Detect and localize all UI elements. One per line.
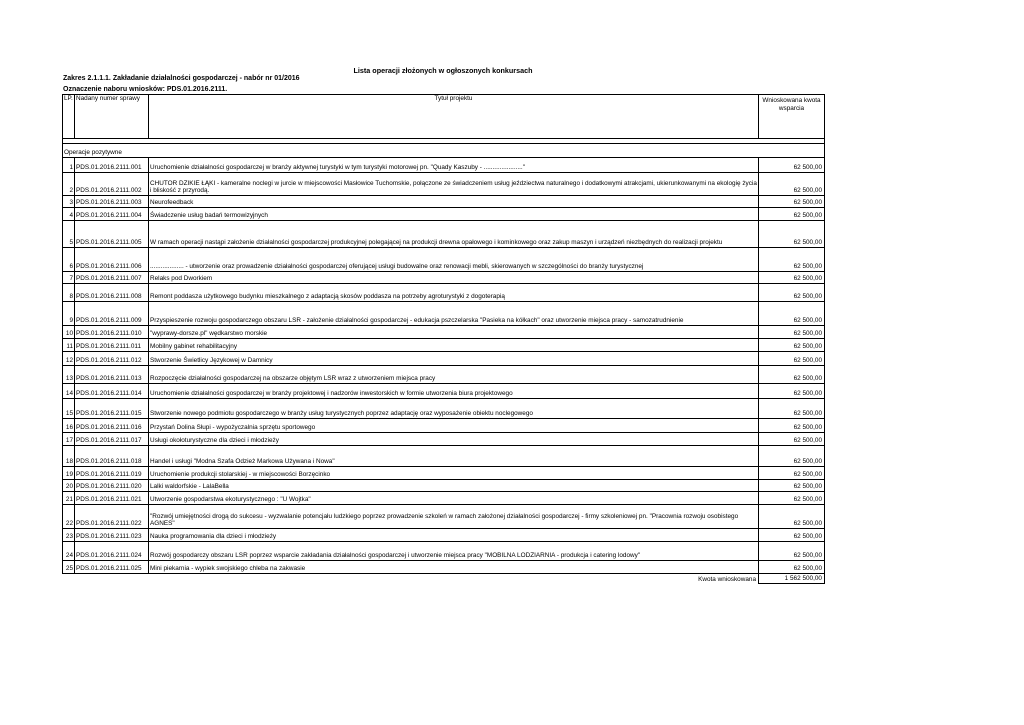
row-title: Świadczenie usług badań termowizyjnych bbox=[149, 208, 759, 221]
row-amount: 62 500,00 bbox=[759, 399, 825, 419]
row-title: Uruchomienie działalności gospodarczej w branży projektowej i nadzorów inwestorskich w formie utworzenia biura projektowego bbox=[149, 384, 759, 399]
row-lp: 1 bbox=[63, 158, 75, 173]
row-title: Lalki waldorfskie - LalaBella bbox=[149, 480, 759, 492]
row-title: Uruchomienie działalności gospodarczej w branży aktywnej turystyki w tym turystyki motorowej pn. "Quady Kaszuby - ......................" bbox=[149, 158, 759, 173]
table-row bbox=[63, 433, 825, 446]
row-lp: 18 bbox=[63, 446, 75, 467]
table-row bbox=[63, 561, 825, 574]
row-number: PDS.01.2016.2111.020 bbox=[75, 480, 149, 492]
table-row bbox=[63, 446, 825, 467]
row-lp: 15 bbox=[63, 399, 75, 419]
table-row bbox=[63, 529, 825, 542]
row-lp: 11 bbox=[63, 339, 75, 352]
row-amount: 62 500,00 bbox=[759, 221, 825, 248]
row-number: PDS.01.2016.2111.006 bbox=[75, 248, 149, 272]
row-amount: 62 500,00 bbox=[759, 492, 825, 505]
row-title: "wyprawy-dorsze.pl" wędkarstwo morskie bbox=[149, 326, 759, 339]
row-title: W ramach operacji nastąpi założenie działalności gospodarczej produkcyjnej polegającej na produkcji drewna opałowego i kominkowego oraz zakup maszyn i urządzeń niezbędnych do realizacji projektu bbox=[149, 221, 759, 248]
total-amount: 1 562 500,00 bbox=[759, 574, 825, 584]
row-title: Remont poddasza użytkowego budynku mieszkalnego z adaptacją skosów poddasza na potrzeby agroturystyki z dogoterapią bbox=[149, 284, 759, 302]
row-title: Przyspieszenie rozwoju gospodarczego obszaru LSR - założenie działalności gospodarczej - edukacja pszczelarska "Pasieka na kółkach" oraz utworzenie miejsca pracy - samozatrudnienie bbox=[149, 302, 759, 326]
row-number: PDS.01.2016.2111.010 bbox=[75, 326, 149, 339]
total-row bbox=[63, 574, 825, 584]
table-row bbox=[63, 173, 825, 196]
page-title: Lista operacji złożonych w ogłoszonych konkursach bbox=[353, 66, 533, 75]
row-number: PDS.01.2016.2111.004 bbox=[75, 208, 149, 221]
header-number: Nadany numer sprawy bbox=[75, 95, 149, 139]
table-row bbox=[63, 480, 825, 492]
row-number: PDS.01.2016.2111.005 bbox=[75, 221, 149, 248]
row-title: Utworzenie gospodarstwa ekoturystycznego : "U Wojtka" bbox=[149, 492, 759, 505]
row-number: PDS.01.2016.2111.007 bbox=[75, 272, 149, 284]
row-number: PDS.01.2016.2111.019 bbox=[75, 467, 149, 480]
row-title: Stworzenie nowego podmiotu gospodarczego w branży usług turystycznych poprzez adaptację oraz wyposażenie obiektu noclegowego bbox=[149, 399, 759, 419]
call-id-label: Oznaczenie naboru wniosków: PDS.01.2016.2111. bbox=[63, 86, 228, 93]
table-row bbox=[63, 284, 825, 302]
row-number: PDS.01.2016.2111.003 bbox=[75, 196, 149, 208]
row-title: Rozwój gospodarczy obszaru LSR poprzez wsparcie zakładania działalności gospodarczej i utworzenie miejsca pracy "MOBILNA LODZIARNIA - produkcja i catering lodowy" bbox=[149, 542, 759, 561]
row-amount: 62 500,00 bbox=[759, 208, 825, 221]
row-lp: 2 bbox=[63, 173, 75, 196]
row-lp: 8 bbox=[63, 284, 75, 302]
table-row bbox=[63, 196, 825, 208]
row-title: Nauka programowania dla dzieci i młodzieży bbox=[149, 529, 759, 542]
row-lp: 10 bbox=[63, 326, 75, 339]
table-row bbox=[63, 399, 825, 419]
header-amount: Wnioskowana kwota wsparcia bbox=[759, 95, 825, 139]
row-lp: 13 bbox=[63, 366, 75, 384]
total-label: Kwota wnioskowana bbox=[149, 574, 759, 584]
row-title: Handel i usługi "Modna Szafa Odzież Markowa Używana i Nowa" bbox=[149, 446, 759, 467]
row-lp: 21 bbox=[63, 492, 75, 505]
row-title: CHUTOR DZIKIE ŁĄKI - kameralne noclegi w jurcie w miejscowości Masłowice Tuchomskie, połączone ze świadczeniem usług jeździectwa naturalnego i dodatkowymi atrakcjami, ukierunkowanymi na ekologię życia i bliskość z przyrodą. bbox=[149, 173, 759, 196]
table-row bbox=[63, 384, 825, 399]
row-lp: 17 bbox=[63, 433, 75, 446]
row-lp: 23 bbox=[63, 529, 75, 542]
row-lp: 20 bbox=[63, 480, 75, 492]
row-amount: 62 500,00 bbox=[759, 326, 825, 339]
row-amount: 62 500,00 bbox=[759, 542, 825, 561]
scope-label: Zakres 2.1.1.1. Zakładanie działalności gospodarczej - nabór nr 01/2016 bbox=[63, 75, 300, 82]
row-title: Mobilny gabinet rehabilitacyjny bbox=[149, 339, 759, 352]
table-row bbox=[63, 352, 825, 366]
row-lp: 22 bbox=[63, 505, 75, 529]
row-title: Neurofeedback bbox=[149, 196, 759, 208]
row-title: Stworzenie Świetlicy Językowej w Damnicy bbox=[149, 352, 759, 366]
row-title: Uruchomienie produkcji stolarskiej - w miejscowości Borzęcinko bbox=[149, 467, 759, 480]
row-number: PDS.01.2016.2111.012 bbox=[75, 352, 149, 366]
table-row bbox=[63, 467, 825, 480]
row-lp: 3 bbox=[63, 196, 75, 208]
table-row bbox=[63, 326, 825, 339]
table-row bbox=[63, 419, 825, 433]
row-amount: 62 500,00 bbox=[759, 158, 825, 173]
table-row bbox=[63, 272, 825, 284]
row-lp: 25 bbox=[63, 561, 75, 574]
row-lp: 12 bbox=[63, 352, 75, 366]
row-title: Usługi okołoturystyczne dla dzieci i młodzieży bbox=[149, 433, 759, 446]
row-amount: 62 500,00 bbox=[759, 272, 825, 284]
section-row bbox=[63, 144, 825, 158]
row-amount: 62 500,00 bbox=[759, 173, 825, 196]
row-amount: 62 500,00 bbox=[759, 433, 825, 446]
total-blank bbox=[63, 574, 149, 584]
row-lp: 7 bbox=[63, 272, 75, 284]
row-number: PDS.01.2016.2111.021 bbox=[75, 492, 149, 505]
row-amount: 62 500,00 bbox=[759, 196, 825, 208]
row-amount: 62 500,00 bbox=[759, 352, 825, 366]
row-amount: 62 500,00 bbox=[759, 248, 825, 272]
row-lp: 19 bbox=[63, 467, 75, 480]
row-lp: 16 bbox=[63, 419, 75, 433]
row-number: PDS.01.2016.2111.022 bbox=[75, 505, 149, 529]
table-row bbox=[63, 492, 825, 505]
row-number: PDS.01.2016.2111.018 bbox=[75, 446, 149, 467]
row-title: Rozpoczęcie działalności gospodarczej na obszarze objętym LSR wraz z utworzeniem miejsca pracy bbox=[149, 366, 759, 384]
row-lp: 14 bbox=[63, 384, 75, 399]
table-row bbox=[63, 302, 825, 326]
row-lp: 5 bbox=[63, 221, 75, 248]
header-row bbox=[63, 95, 825, 139]
row-amount: 62 500,00 bbox=[759, 339, 825, 352]
row-amount: 62 500,00 bbox=[759, 384, 825, 399]
row-amount: 62 500,00 bbox=[759, 561, 825, 574]
row-title: ................... - utworzenie oraz prowadzenie działalności gospodarczej oferującej usługi budowalne oraz renowacji mebli, skierowanych w szczególności do branży turystycznej bbox=[149, 248, 759, 272]
operations-table bbox=[62, 94, 825, 584]
row-amount: 62 500,00 bbox=[759, 529, 825, 542]
row-number: PDS.01.2016.2111.024 bbox=[75, 542, 149, 561]
table-row bbox=[63, 158, 825, 173]
row-number: PDS.01.2016.2111.008 bbox=[75, 284, 149, 302]
table-row bbox=[63, 208, 825, 221]
row-number: PDS.01.2016.2111.011 bbox=[75, 339, 149, 352]
row-lp: 6 bbox=[63, 248, 75, 272]
row-amount: 62 500,00 bbox=[759, 366, 825, 384]
row-number: PDS.01.2016.2111.016 bbox=[75, 419, 149, 433]
row-number: PDS.01.2016.2111.015 bbox=[75, 399, 149, 419]
table-row bbox=[63, 542, 825, 561]
row-amount: 62 500,00 bbox=[759, 505, 825, 529]
row-amount: 62 500,00 bbox=[759, 419, 825, 433]
section-label: Operacje pozytywne bbox=[63, 144, 825, 158]
row-amount: 62 500,00 bbox=[759, 467, 825, 480]
row-number: PDS.01.2016.2111.013 bbox=[75, 366, 149, 384]
row-number: PDS.01.2016.2111.014 bbox=[75, 384, 149, 399]
row-title: Mini piekarnia - wypiek swojskiego chleba na zakwasie bbox=[149, 561, 759, 574]
row-number: PDS.01.2016.2111.009 bbox=[75, 302, 149, 326]
table-row bbox=[63, 339, 825, 352]
header-title: Tytuł projektu bbox=[149, 95, 759, 139]
row-amount: 62 500,00 bbox=[759, 302, 825, 326]
header-lp: LP. bbox=[63, 95, 75, 139]
row-lp: 4 bbox=[63, 208, 75, 221]
row-title: Przystań Dolina Słupi - wypożyczalnia sprzętu sportowego bbox=[149, 419, 759, 433]
row-number: PDS.01.2016.2111.023 bbox=[75, 529, 149, 542]
table-row bbox=[63, 366, 825, 384]
row-title: Relaks pod Dworkiem bbox=[149, 272, 759, 284]
row-number: PDS.01.2016.2111.025 bbox=[75, 561, 149, 574]
row-title: "Rozwój umiejętności drogą do sukcesu - wyzwalanie potencjału ludzkiego poprzez prowadzenie szkoleń w ramach założonej działalności gospodarczej - firmy szkoleniowej pn. "Pracownia rozwoju osobistego AGNES" bbox=[149, 505, 759, 529]
row-amount: 62 500,00 bbox=[759, 284, 825, 302]
row-amount: 62 500,00 bbox=[759, 480, 825, 492]
row-number: PDS.01.2016.2111.002 bbox=[75, 173, 149, 196]
row-lp: 9 bbox=[63, 302, 75, 326]
row-amount: 62 500,00 bbox=[759, 446, 825, 467]
table-row bbox=[63, 248, 825, 272]
table-row bbox=[63, 221, 825, 248]
row-number: PDS.01.2016.2111.001 bbox=[75, 158, 149, 173]
table-row bbox=[63, 505, 825, 529]
row-number: PDS.01.2016.2111.017 bbox=[75, 433, 149, 446]
row-lp: 24 bbox=[63, 542, 75, 561]
